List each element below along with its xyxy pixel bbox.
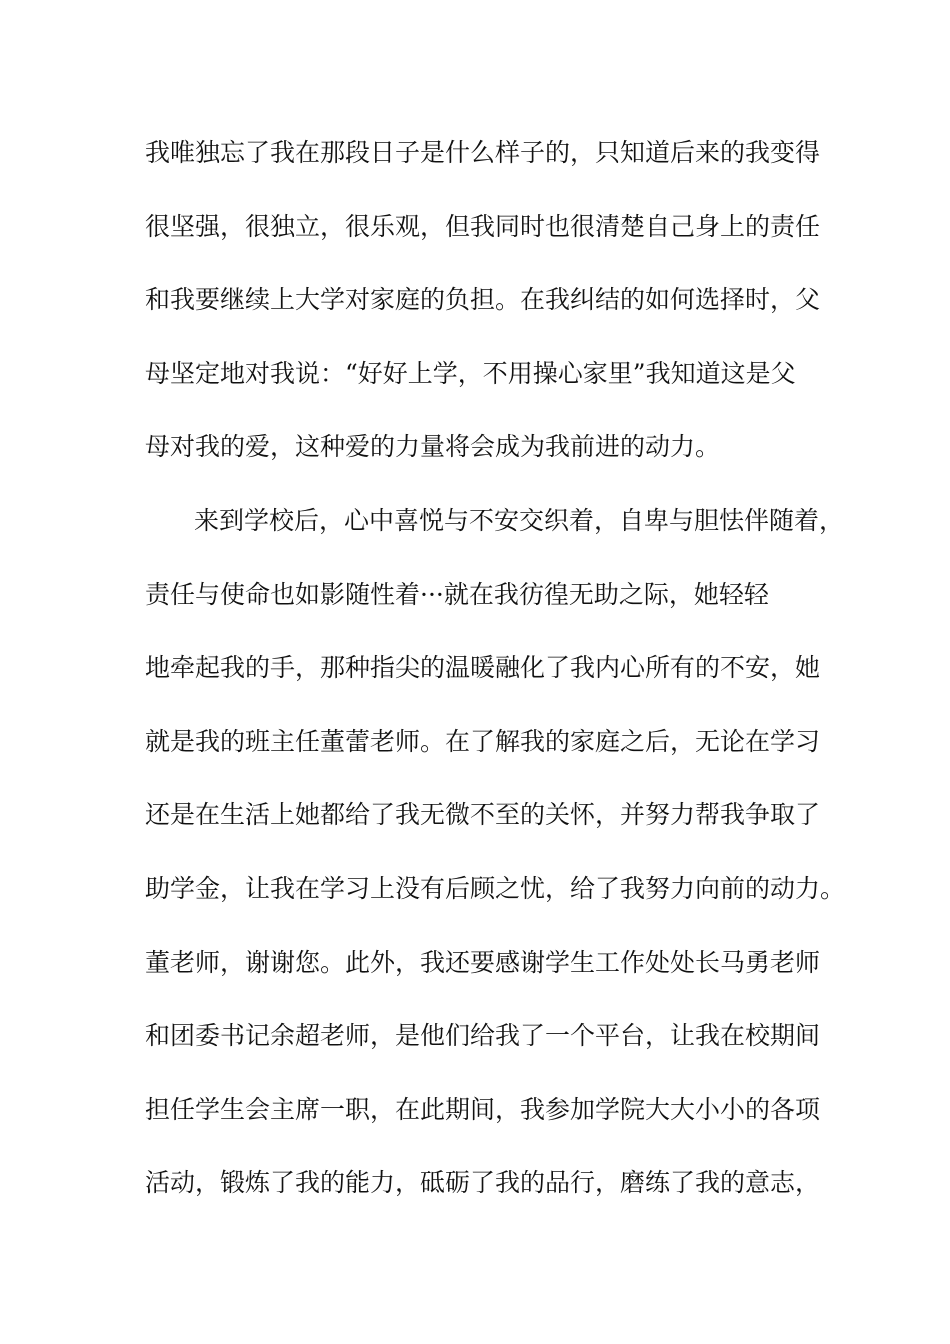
text-line: 很坚强，很独立，很乐观，但我同时也很清楚自己身上的责任: [145, 211, 821, 241]
text-line: 和我要继续上大学对家庭的负担。在我纠结的如何选择时，父: [145, 285, 821, 315]
body-text: [145, 128, 846, 1232]
paragraph-start-line: 来到学校后，心中喜悦与不安交织着，自卑与胆怯伴随着，: [194, 505, 845, 535]
text-line: 和团委书记余超老师，是他们给我了一个平台，让我在校期间: [145, 1021, 821, 1051]
text-line: 母对我的爱，这种爱的力量将会成为我前进的动力。: [145, 432, 721, 462]
text-line: 就是我的班主任董蕾老师。在了解我的家庭之后，无论在学习: [145, 726, 821, 756]
text-line: 助学金，让我在学习上没有后顾之忧，给了我努力向前的动力。: [145, 873, 846, 903]
text-line: 董老师，谢谢您。此外，我还要感谢学生工作处处长马勇老师: [145, 947, 821, 977]
text-line: 还是在生活上她都给了我无微不至的关怀，并努力帮我争取了: [145, 800, 821, 830]
text-line: 责任与使命也如影随性着···就在我彷徨无助之际，她轻轻: [145, 579, 769, 609]
text-line: 担任学生会主席一职，在此期间，我参加学院大大小小的各项: [145, 1094, 821, 1124]
text-line: 地牵起我的手，那种指尖的温暖融化了我内心所有的不安，她: [145, 653, 821, 683]
text-line: 我唯独忘了我在那段日子是什么样子的，只知道后来的我变得: [145, 138, 821, 167]
text-line: 活动，锻炼了我的能力，砥砺了我的品行，磨练了我的意志，: [145, 1168, 821, 1198]
text-line: 母坚定地对我说：“好好上学，不用操心家里”我知道这是父: [145, 358, 796, 388]
